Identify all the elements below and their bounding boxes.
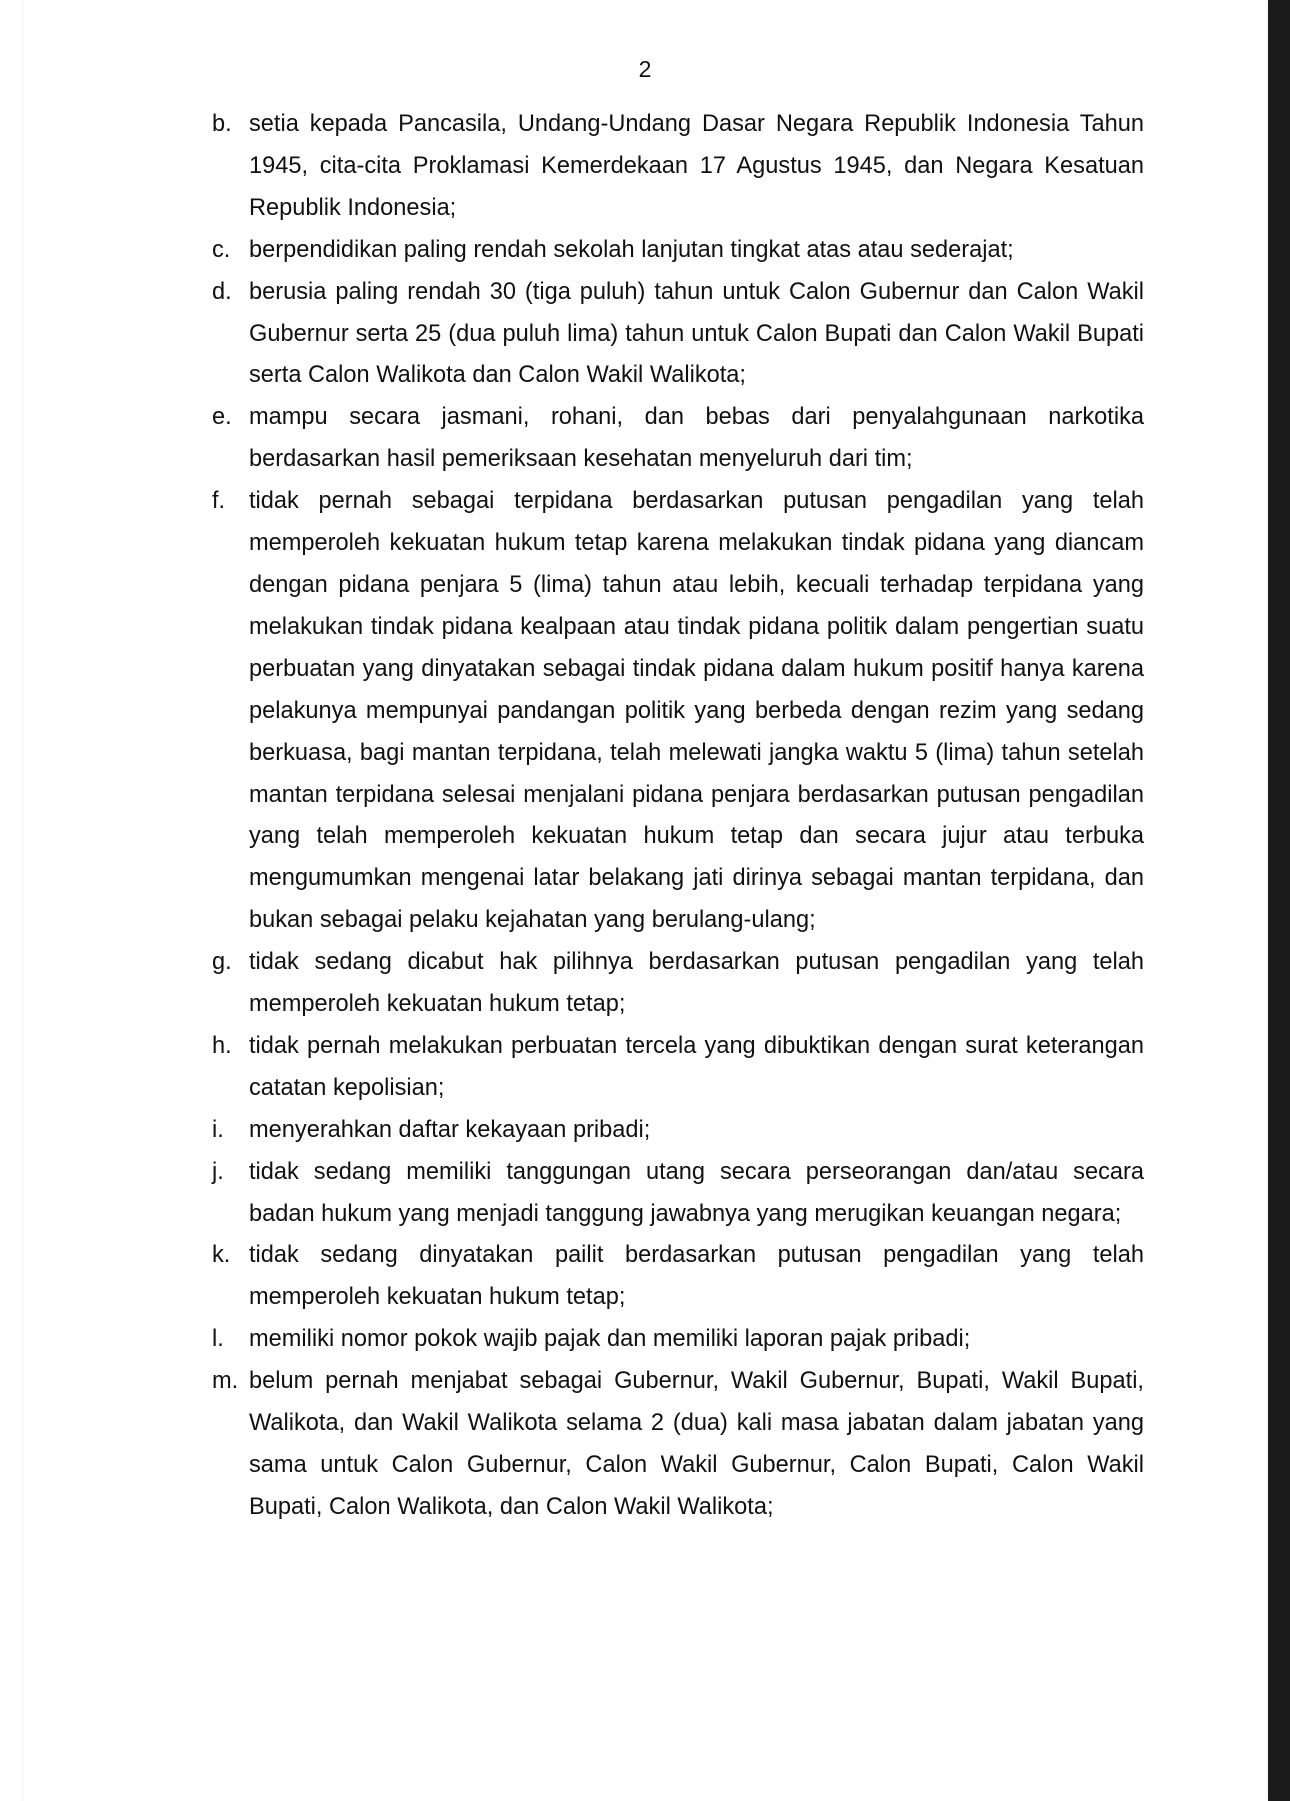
list-item-text: tidak sedang dinyatakan pailit berdasarkan putusan pengadilan yang telah memperoleh kekuatan hukum tetap; — [249, 1242, 1144, 1311]
list-item-text: tidak sedang dicabut hak pilihnya berdasarkan putusan pengadilan yang telah memperoleh kekuatan hukum tetap; — [249, 949, 1144, 1018]
viewer-edge-shadow — [1268, 0, 1290, 1801]
list-marker: c. — [212, 236, 231, 263]
list-marker: k. — [212, 1242, 231, 1269]
list-marker: i. — [212, 1116, 224, 1143]
list-item-text: tidak pernah melakukan perbuatan tercela yang dibuktikan dengan surat keterangan catatan kepolisian; — [249, 1032, 1144, 1101]
list-marker: f. — [212, 488, 226, 515]
list-item-h — [212, 1026, 1144, 1110]
list-item-text: memiliki nomor pokok wajib pajak dan memiliki laporan pajak pribadi; — [249, 1326, 971, 1353]
list-item-l — [212, 1319, 1144, 1361]
list-item-text: tidak sedang memiliki tanggungan utang secara perseorangan dan/atau secara badan hukum yang menjadi tanggung jawabnya yang merugikan keuangan negara; — [249, 1158, 1144, 1227]
list-marker: h. — [212, 1032, 232, 1059]
list-item-text: belum pernah menjabat sebagai Gubernur, Wakil Gubernur, Bupati, Wakil Bupati, Walikota, dan Wakil Walikota selama 2 (dua) kali masa jabatan dalam jabatan yang sama untuk Calon Gubernur, Calon Wakil Gubernur, Calon Bupati, Calon Wakil Bupati, Calon Walikota, dan Calon Wakil Walikota; — [249, 1368, 1144, 1520]
list-marker: b. — [212, 111, 232, 137]
list-item-j — [212, 1152, 1144, 1236]
list-item-text: mampu secara jasmani, rohani, dan bebas dari penyalahgunaan narkotika berdasarkan hasil pemeriksaan kesehatan menyeluruh dari tim; — [249, 404, 1144, 473]
page-number: 2 — [638, 56, 652, 82]
list-marker: d. — [212, 278, 232, 305]
document-page — [24, 0, 1266, 1801]
list-marker: j. — [212, 1158, 224, 1185]
list-item-text: berusia paling rendah 30 (tiga puluh) tahun untuk Calon Gubernur dan Calon Wakil Gubernur serta 25 (dua puluh lima) tahun untuk Calon Bupati dan Calon Wakil Bupati serta Calon Walikota dan Calon Wakil Walikota; — [249, 278, 1144, 389]
list-item-e — [212, 397, 1144, 481]
list-item-k — [212, 1235, 1144, 1319]
list-item-text: menyerahkan daftar kekayaan pribadi; — [249, 1116, 651, 1143]
list-marker: g. — [212, 949, 232, 976]
list-item-g — [212, 942, 1144, 1026]
list-item-text: setia kepada Pancasila, Undang-Undang Dasar Negara Republik Indonesia Tahun 1945, cita-cita Proklamasi Kemerdekaan 17 Agustus 1945, dan Negara Kesatuan Republik Indonesia; — [249, 111, 1144, 221]
list-item-m — [212, 1361, 1144, 1529]
list-item-i — [212, 1110, 1144, 1152]
list-marker: l. — [212, 1326, 224, 1353]
list-item-b — [212, 104, 1144, 230]
list-item-text: berpendidikan paling rendah sekolah lanjutan tingkat atas atau sederajat; — [249, 236, 1014, 263]
requirements-list — [212, 104, 1144, 1529]
list-item-d — [212, 272, 1144, 398]
list-marker: e. — [212, 404, 232, 431]
list-item-f — [212, 481, 1144, 942]
list-item-text: tidak pernah sebagai terpidana berdasarkan putusan pengadilan yang telah memperoleh kekuatan hukum tetap karena melakukan tindak pidana yang diancam dengan pidana penjara 5 (lima) tahun atau lebih, kecuali terhadap terpidana yang melakukan tindak pidana kealpaan atau tindak pidana politik dalam pengertian suatu perbuatan yang dinyatakan sebagai tindak pidana dalam hukum positif hanya karena pelakunya mempunyai pandangan politik yang berbeda dengan rezim yang sedang berkuasa, bagi mantan terpidana, telah melewati jangka waktu 5 (lima) tahun setelah mantan terpidana selesai menjalani pidana penjara berdasarkan putusan pengadilan yang telah memperoleh kekuatan hukum tetap dan secara jujur atau terbuka mengumumkan mengenai latar belakang jati dirinya sebagai mantan terpidana, dan bukan sebagai pelaku kejahatan yang berulang-ulang; — [249, 488, 1144, 934]
list-marker: m. — [212, 1368, 239, 1395]
list-item-c — [212, 230, 1144, 272]
